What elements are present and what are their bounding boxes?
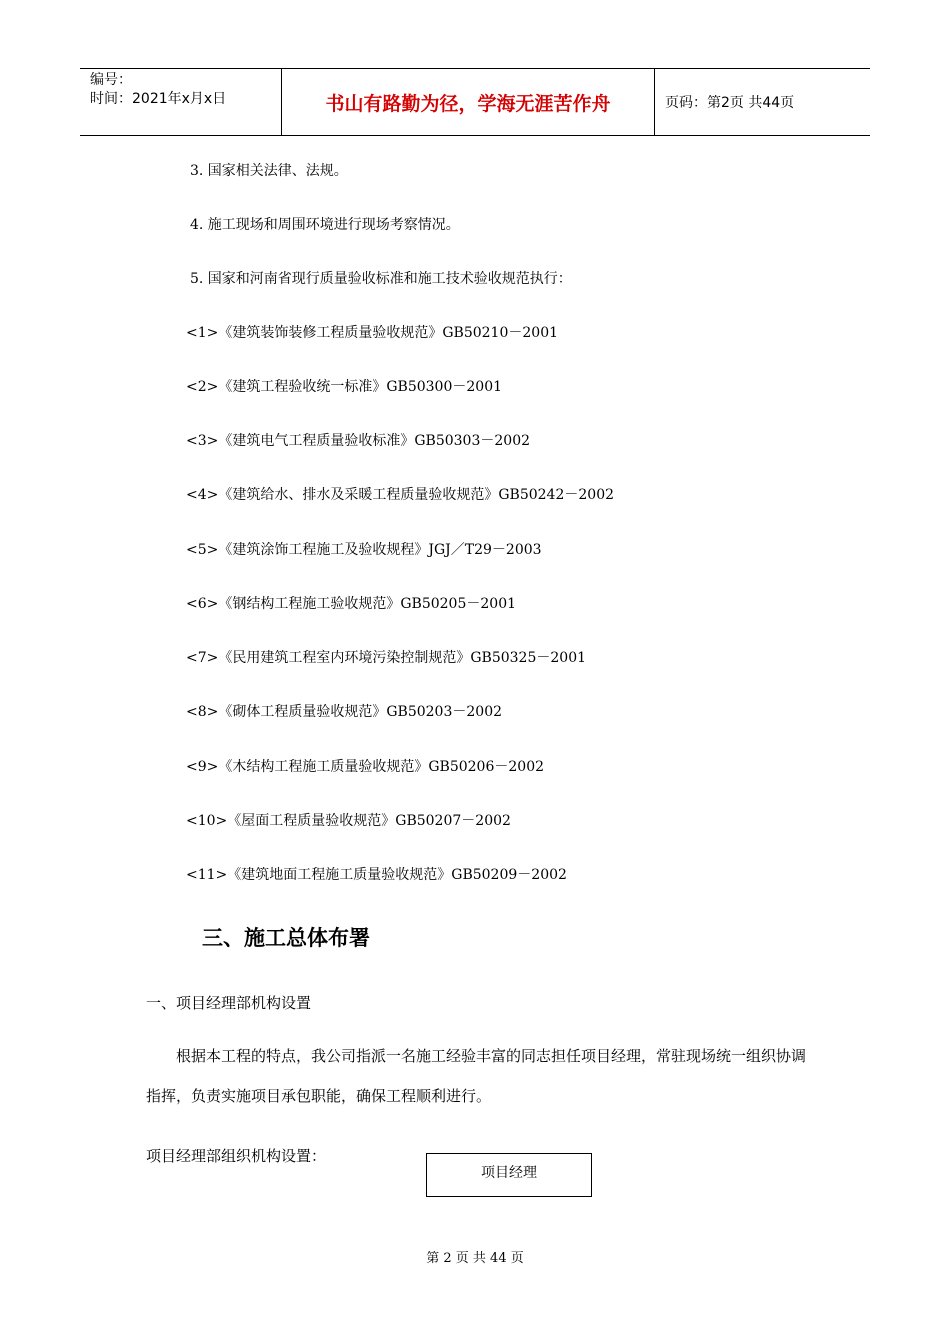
subsection-title: 一、项目经理部机构设置	[146, 994, 312, 1012]
list-item: <10>《屋面工程质量验收规范》GB50207－2002	[186, 813, 511, 829]
list-item: <9>《木结构工程施工质量验收规范》GB50206－2002	[186, 759, 545, 775]
list-item: <1>《建筑装饰装修工程质量验收规范》GB50210－2001	[186, 325, 559, 341]
header-meta	[80, 69, 282, 135]
list-item: <8>《砌体工程质量验收规范》GB50203－2002	[186, 704, 503, 720]
page-header	[80, 68, 870, 136]
list-item: <11>《建筑地面工程施工质量验收规范》GB50209－2002	[186, 867, 567, 883]
header-page-info: 页码：第2页 共44页	[665, 95, 795, 111]
list-item: <3>《建筑电气工程质量验收标准》GB50303－2002	[186, 433, 531, 449]
page-footer: 第 2 页 共 44 页	[426, 1251, 524, 1266]
time-label: 时间：2021年x月x日	[90, 91, 227, 107]
list-item: <7>《民用建筑工程室内环境污染控制规范》GB50325－2001	[186, 650, 587, 666]
list-item: <6>《钢结构工程施工验收规范》GB50205－2001	[186, 596, 517, 612]
org-label: 项目经理部组织机构设置：	[146, 1147, 327, 1165]
section-heading: 三、施工总体布署	[202, 926, 370, 950]
org-box-project-manager: 项目经理	[426, 1153, 592, 1197]
list-item: <4>《建筑给水、排水及采暖工程质量验收规范》GB50242－2002	[186, 487, 615, 503]
list-item: <2>《建筑工程验收统一标准》GB50300－2001	[186, 379, 503, 395]
body-paragraph: 根据本工程的特点，我公司指派一名施工经验丰富的同志担任项目经理，常驻现场统一组织协调指挥，负责实施项目承包职能，确保工程顺利进行。	[146, 1047, 807, 1105]
list-item: 5. 国家和河南省现行质量验收标准和施工技术验收规范执行：	[190, 271, 572, 287]
header-motto: 书山有路勤为径，学海无涯苦作舟	[282, 69, 655, 135]
list-item: <5>《建筑涂饰工程施工及验收规程》JGJ／T29－2003	[186, 542, 542, 558]
list-item: 3. 国家相关法律、法规。	[190, 163, 348, 179]
number-label: 编号：	[90, 72, 132, 88]
list-item: 4. 施工现场和周围环境进行现场考察情况。	[190, 217, 460, 233]
